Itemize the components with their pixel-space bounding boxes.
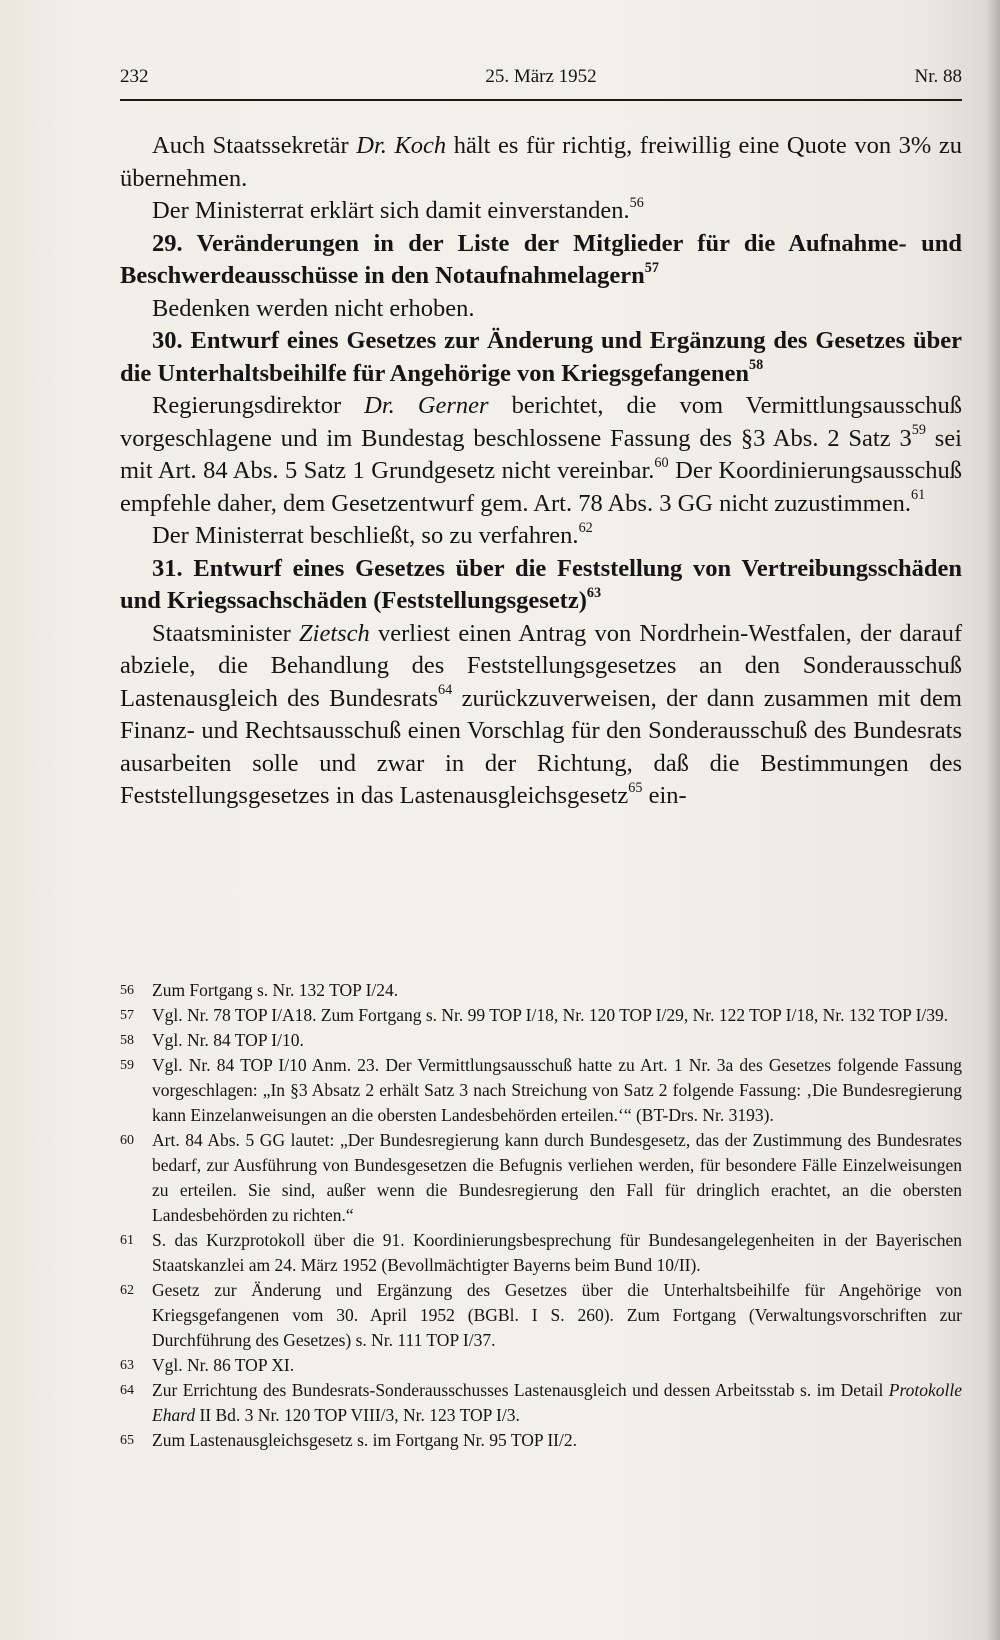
page-number: 232: [120, 66, 149, 87]
person-name: Dr. Koch: [356, 132, 447, 159]
footnote-ref: 61: [910, 487, 926, 504]
header-rule: [120, 99, 962, 101]
footnote-65: 65 Zum Lastenausgleichsgesetz s. im Fortgang Nr. 95 TOP II/2.: [120, 1428, 962, 1453]
footnote-63: 63 Vgl. Nr. 86 TOP XI.: [120, 1353, 962, 1378]
paragraph-gerner: Regierungsdirektor Dr. Gerner berichtet, die vom Vermittlungsausschuß vorgeschlagene und im Bundestag beschlossene Fassung des §3 Abs. 2 Satz $3^{59}$ sei mit Art. 84 Abs. 5 Satz 1 Grundgesetz nicht vereinbar.$^{60}$ Der Koordinierungsausschuß empfehle daher, dem Gesetzentwurf gem. Art. 78 Abs. 3 GG nicht zuzustimmen.$^{61}$: [120, 392, 963, 517]
footnote-62: 62 Gesetz zur Änderung und Ergänzung des Gesetzes über die Unterhaltsbeihilfe für Angehörige von Kriegsgefangenen vom 30. April 1952 (BGBl. I S. 260). Zum Fortgang (Verwaltungsvorschriften zur Durchführung des Gesetzes) s. Nr. 111 TOP I/37.: [120, 1280, 962, 1350]
footnote-number: 59: [120, 1058, 134, 1073]
cited-work: Protokolle Ehard: [152, 1380, 962, 1425]
footnote-number: 61: [120, 1233, 134, 1248]
page-edge-shadow: [986, 0, 1000, 1640]
footnote-number: 64: [120, 1383, 134, 1398]
footnote-ref: 57: [644, 259, 659, 276]
footnote-60: 60 Art. 84 Abs. 5 GG lautet: „Der Bundesregierung kann durch Bundesgesetz, das der Zustimmung des Bundesrates bedarf, zur Ausführung von Bundesgesetzen die Befugnis verliehen werden, für besondere Fälle Einzelweisungen zu erteilen. Sie sind, außer wenn die Bundesregierung den Fall für dringlich erachtet, an die obersten Landesbehörden zu richten.“: [120, 1130, 962, 1225]
footnote-57: 57 Vgl. Nr. 78 TOP I/A18. Zum Fortgang s. Nr. 99 TOP I/18, Nr. 120 TOP I/29, Nr. 122 TOP I/18, Nr. 132 TOP I/39.: [120, 1003, 962, 1028]
footnote-ref: 64: [438, 682, 453, 699]
footnote-number: 58: [120, 1033, 134, 1048]
paragraph-koch: Auch Staatssekretär Dr. Koch hält es für richtig, freiwillig eine Quote von 3% zu übernehmen.: [120, 132, 962, 192]
footnote-number: 62: [120, 1283, 134, 1298]
footnote-ref: 56: [629, 194, 644, 211]
agenda-item-31: 31. Entwurf eines Gesetzes über die Feststellung von Vertreibungsschäden und Kriegssachschäden (Feststellungsgesetz)$^{63}$: [120, 554, 962, 614]
footnote-ref: 60: [654, 454, 669, 471]
footnote-number: 57: [120, 1008, 134, 1023]
running-header: [120, 66, 962, 96]
footnote-number: 60: [120, 1133, 134, 1148]
footnote-ref: 59: [911, 422, 926, 439]
footnote-64: 64 Zur Errichtung des Bundesrats-Sonderausschusses Lastenausgleich und dessen Arbeitsstab s. im Detail Protokolle Ehard II Bd. 3 Nr. 120 TOP VIII/3, Nr. 123 TOP I/3.: [120, 1380, 962, 1425]
paragraph-agreement: Der Ministerrat erklärt sich damit einverstanden.$^{56}$: [152, 194, 644, 224]
footnote-number: 56: [120, 983, 134, 998]
footnotes: [120, 978, 962, 1453]
footnote-61: 61 S. das Kurzprotokoll über die 91. Koordinierungsbesprechung für Bundesangelegenheiten in der Bayerischen Staatskanzlei am 24. März 1952 (Bevollmächtigter Bayerns beim Bund 10/II).: [120, 1230, 962, 1275]
paragraph-no-objection: Bedenken werden nicht erhoben.: [152, 294, 475, 322]
paragraph-zietsch: Staatsminister Zietsch verliest einen Antrag von Nordrhein-Westfalen, der darauf abziele, die Behandlung des Feststellungsgesetzes an den Sonderausschuß Lastenausgleich des Bundesrats$^{64}$ zurückzuverweisen, der dann zusammen mit dem Finanz- und Rechtsausschuß einen Vorschlag für den Sonderausschuß des Bundesrats ausarbeiten solle und zwar in der Richtung, daß die Bestimmungen des Feststellungsgesetzes in das Lastenausgleichsgesetz$^{65}$ ein-: [120, 619, 962, 809]
footnote-56: 56 Zum Fortgang s. Nr. 132 TOP I/24.: [120, 978, 962, 1003]
person-name: Dr. Gerner: [364, 392, 489, 419]
person-name: Zietsch: [299, 619, 370, 647]
paragraph-decision: Der Ministerrat beschließt, so zu verfahren.$^{62}$: [152, 519, 593, 549]
footnote-58: 58 Vgl. Nr. 84 TOP I/10.: [120, 1028, 962, 1053]
agenda-item-30: 30. Entwurf eines Gesetzes zur Änderung und Ergänzung des Gesetzes über die Unterhaltsbeihilfe für Angehörige von Kriegsgefangenen$^{58}$: [120, 327, 962, 387]
footnote-59: 59 Vgl. Nr. 84 TOP I/10 Anm. 23. Der Vermittlungsausschuß hatte zu Art. 1 Nr. 3a des Gesetzes folgende Fassung vorgeschlagen: „In §3 Absatz 2 erhält Satz 3 nach Streichung von Satz 2 folgende Fassung: ‚Die Bundesregierung kann Einzelanweisungen an die obersten Landesbehörden erteilen.‘“ (BT-Drs. Nr. 3193).: [120, 1055, 962, 1125]
footnote-ref: 62: [578, 519, 593, 536]
agenda-item-29: 29. Veränderungen in der Liste der Mitglieder für die Aufnahme- und Beschwerdeausschüsse in den Notaufnahmelagern$^{57}$: [120, 229, 962, 289]
footnote-number: 65: [120, 1433, 134, 1448]
footnote-ref: 63: [586, 584, 602, 601]
header-number: Nr. 88: [914, 66, 962, 87]
footnote-number: 63: [120, 1358, 134, 1373]
footnote-ref: 65: [628, 779, 643, 796]
header-date: 25. März 1952: [485, 66, 597, 87]
main-text: [120, 130, 962, 813]
footnote-ref: 58: [749, 357, 764, 374]
